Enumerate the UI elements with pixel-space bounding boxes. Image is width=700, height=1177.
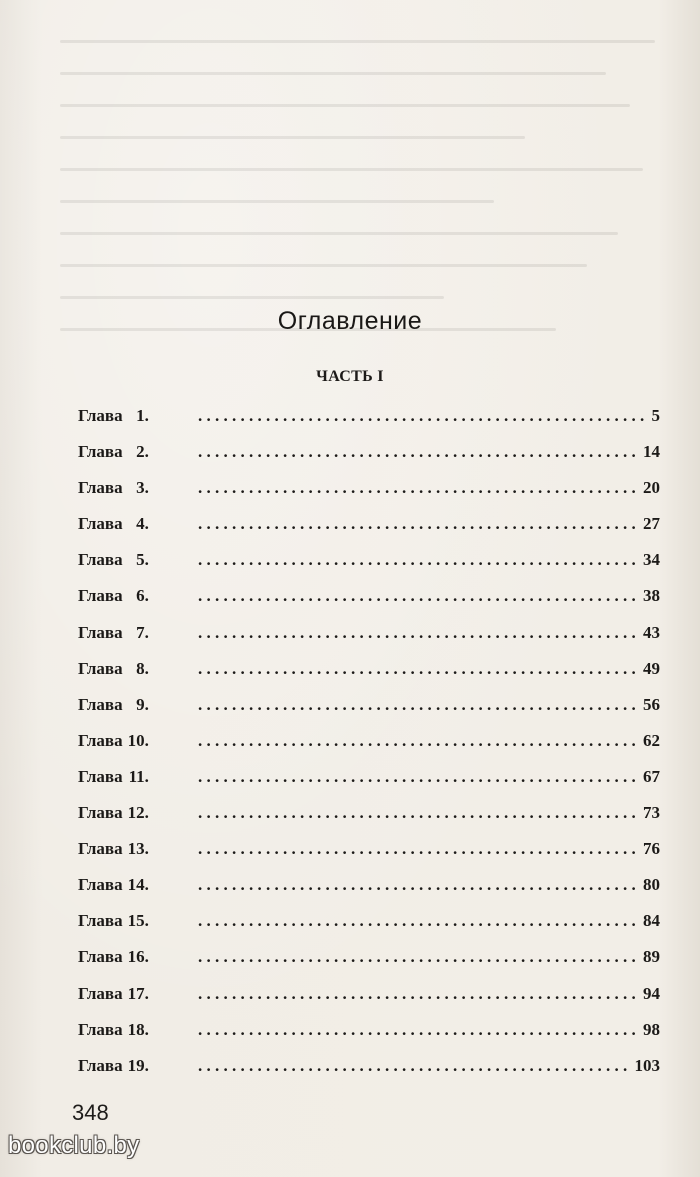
toc-entry-label <box>78 831 196 867</box>
toc-entry <box>78 795 660 831</box>
toc-entry-label <box>78 651 196 687</box>
dot-leader <box>198 687 639 723</box>
toc-entry <box>78 867 660 903</box>
toc-entry <box>78 651 660 687</box>
chapter-word: Глава <box>78 406 123 425</box>
chapter-word: Глава <box>78 947 123 967</box>
chapter-word: Глава <box>78 442 123 462</box>
toc-entry <box>78 615 660 651</box>
chapter-number: 1. <box>136 406 149 425</box>
toc-entry-label <box>78 615 196 651</box>
chapter-number: 3. <box>136 478 149 498</box>
toc-page-number: 43 <box>643 622 660 642</box>
toc-entry <box>78 831 660 867</box>
dot-leader <box>198 506 639 542</box>
toc-entry <box>78 398 660 434</box>
dot-leader <box>198 398 648 434</box>
toc-entry <box>78 578 660 614</box>
page-title: Оглавление <box>277 307 423 335</box>
toc-page-number: 73 <box>643 803 660 823</box>
dot-leader <box>198 434 639 470</box>
toc-entry-label <box>78 867 196 903</box>
toc-page-number: 49 <box>643 658 660 678</box>
toc-entry <box>78 939 660 975</box>
toc-entry <box>78 759 660 795</box>
toc-entry-label <box>78 976 196 1012</box>
chapter-word: Глава <box>78 514 123 534</box>
toc-entry-label <box>78 939 196 975</box>
chapter-word: Глава <box>78 1019 123 1039</box>
dot-leader <box>198 831 639 867</box>
part-heading: ЧАСТЬ I <box>316 368 384 385</box>
toc-page-number: 20 <box>643 478 660 498</box>
toc-entry-label <box>78 578 196 614</box>
chapter-number: 10. <box>127 730 149 750</box>
toc-entry <box>78 542 660 578</box>
chapter-number: 8. <box>136 658 149 678</box>
chapter-word: Глава <box>78 694 123 714</box>
chapter-word: Глава <box>78 622 123 642</box>
dot-leader <box>198 759 639 795</box>
dot-leader <box>198 615 639 651</box>
chapter-word: Глава <box>78 983 123 1003</box>
chapter-word: Глава <box>78 911 123 931</box>
toc-entry <box>78 434 660 470</box>
chapter-number: 18. <box>127 1019 149 1039</box>
dot-leader <box>198 470 639 506</box>
dot-leader <box>198 903 639 939</box>
chapter-number: 7. <box>136 622 149 642</box>
toc-page-number: 62 <box>643 730 660 750</box>
toc-entry <box>78 470 660 506</box>
toc-page-number: 76 <box>643 839 660 859</box>
chapter-number: 14. <box>127 875 149 895</box>
toc-page-number: 80 <box>643 875 660 895</box>
dot-leader <box>198 1012 639 1048</box>
chapter-number: 15. <box>127 911 149 931</box>
dot-leader <box>198 976 639 1012</box>
toc-entry-label <box>78 723 196 759</box>
chapter-word: Глава <box>78 803 123 823</box>
chapter-number: 5. <box>136 550 149 570</box>
toc-page-number: 103 <box>634 1055 660 1075</box>
toc-entry-label <box>78 542 196 578</box>
dot-leader <box>198 723 639 759</box>
toc-entry-label <box>78 795 196 831</box>
watermark: bookclub.by <box>8 1132 140 1159</box>
toc-page-number: 38 <box>643 586 660 606</box>
chapter-number: 12. <box>127 803 149 823</box>
toc-entry-label <box>78 434 196 470</box>
chapter-word: Глава <box>78 1055 123 1075</box>
chapter-word: Глава <box>78 550 123 570</box>
chapter-word: Глава <box>78 478 123 498</box>
toc-entry <box>78 1012 660 1048</box>
toc-page-number: 56 <box>643 694 660 714</box>
chapter-word: Глава <box>78 730 123 750</box>
chapter-word: Глава <box>78 586 123 606</box>
toc-entry <box>78 687 660 723</box>
chapter-number: 11. <box>128 766 149 786</box>
dot-leader <box>198 867 639 903</box>
toc-page-number: 34 <box>643 550 660 570</box>
chapter-word: Глава <box>78 839 123 859</box>
chapter-number: 2. <box>136 442 149 462</box>
chapter-number: 17. <box>127 983 149 1003</box>
chapter-number: 9. <box>136 694 149 714</box>
toc-entry-label <box>78 1012 196 1048</box>
toc-entry-label <box>78 398 196 434</box>
toc-entry-label <box>78 470 196 506</box>
chapter-number: 4. <box>136 514 149 534</box>
toc-page-number: 5 <box>651 406 660 425</box>
toc-page-number: 27 <box>643 514 660 534</box>
toc-entry <box>78 506 660 542</box>
dot-leader <box>198 542 639 578</box>
toc-page-number: 14 <box>643 442 660 462</box>
toc-page-number: 94 <box>643 983 660 1003</box>
toc-entry <box>78 723 660 759</box>
dot-leader <box>198 578 639 614</box>
toc-entry-label <box>78 1048 196 1084</box>
chapter-word: Глава <box>78 875 123 895</box>
chapter-number: 6. <box>136 586 149 606</box>
toc-entry-label <box>78 687 196 723</box>
table-of-contents <box>78 398 660 1084</box>
toc-entry-label <box>78 506 196 542</box>
chapter-word: Глава <box>78 658 123 678</box>
chapter-number: 13. <box>127 839 149 859</box>
toc-page-number: 98 <box>643 1019 660 1039</box>
toc-entry <box>78 903 660 939</box>
dot-leader <box>198 651 639 687</box>
toc-page-number: 67 <box>643 766 660 786</box>
page-number: 348 <box>72 1100 109 1125</box>
chapter-word: Глава <box>78 766 123 786</box>
chapter-number: 16. <box>127 947 149 967</box>
toc-page-number: 89 <box>643 947 660 967</box>
toc-entry <box>78 1048 660 1084</box>
dot-leader <box>198 1048 631 1084</box>
chapter-number: 19. <box>127 1055 149 1075</box>
toc-entry-label <box>78 903 196 939</box>
toc-entry <box>78 976 660 1012</box>
dot-leader <box>198 795 639 831</box>
dot-leader <box>198 939 639 975</box>
toc-page-number: 84 <box>643 911 660 931</box>
toc-entry-label <box>78 759 196 795</box>
